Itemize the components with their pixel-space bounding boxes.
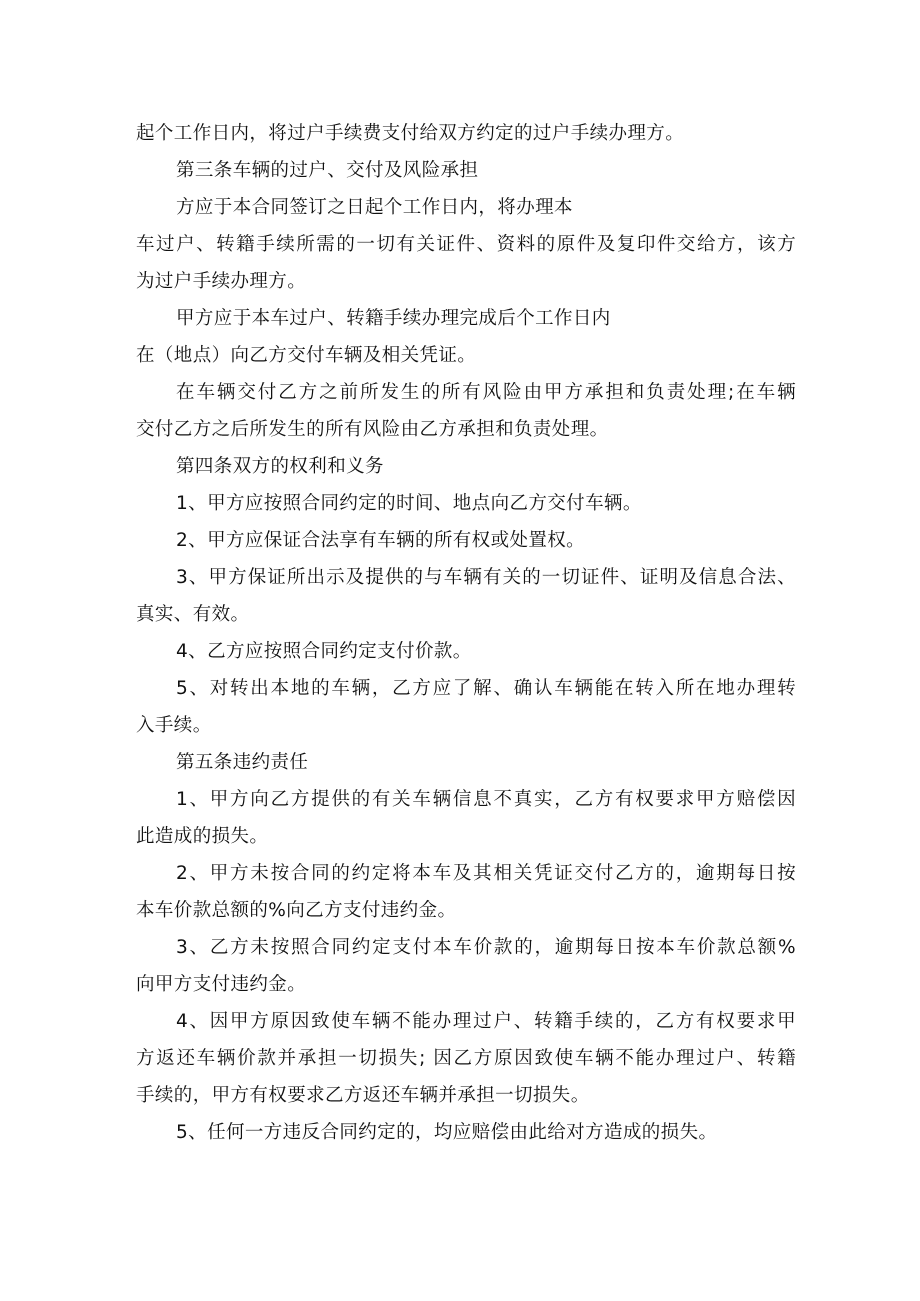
section-heading: 第五条违约责任 [176, 752, 309, 773]
text-line: 真实、有效。 [136, 604, 250, 625]
list-item: 3、甲方保证所出示及提供的与车辆有关的一切证件、证明及信息合法、 [176, 567, 796, 588]
text-line: 方应于本合同签订之日起个工作日内，将办理本 [176, 197, 573, 218]
text-line: 为过户手续办理方。 [136, 271, 307, 292]
text-line: 向甲方支付违约金。 [136, 974, 307, 995]
text-line: 交付乙方之后所发生的所有风险由乙方承担和负责处理。 [136, 419, 609, 440]
list-item: 2、甲方应保证合法享有车辆的所有权或处置权。 [176, 530, 586, 551]
text-line: 在车辆交付乙方之前所发生的所有风险由甲方承担和负责处理;在车辆 [176, 382, 796, 403]
list-item: 2、甲方未按合同的约定将本车及其相关凭证交付乙方的，逾期每日按 [176, 863, 796, 884]
list-item: 3、乙方未按照合同约定支付本车价款的，逾期每日按本车价款总额% [176, 937, 796, 958]
text-line: 在（地点）向乙方交付车辆及相关凭证。 [136, 345, 477, 366]
list-item: 5、任何一方违反合同约定的，均应赔偿由此给对方造成的损失。 [176, 1122, 718, 1143]
text-line: 入手续。 [136, 715, 212, 736]
section-heading: 第三条车辆的过户、交付及风险承担 [176, 160, 479, 181]
list-item: 4、乙方应按照合同约定支付价款。 [176, 641, 472, 662]
text-line: 起个工作日内，将过户手续费支付给双方约定的过户手续办理方。 [136, 123, 685, 144]
text-line: 甲方应于本车过户、转籍手续办理完成后个工作日内 [176, 308, 611, 329]
text-line: 本车价款总额的%向乙方支付违约金。 [136, 900, 457, 921]
text-line: 手续的，甲方有权要求乙方返还车辆并承担一切损失。 [136, 1085, 590, 1106]
section-heading: 第四条双方的权利和义务 [176, 456, 384, 477]
list-item: 1、甲方应按照合同约定的时间、地点向乙方交付车辆。 [176, 493, 642, 514]
text-line: 方返还车辆价款并承担一切损失; 因乙方原因致使车辆不能办理过户、转籍 [136, 1048, 796, 1069]
text-line: 车过户、转籍手续所需的一切有关证件、资料的原件及复印件交给方，该方 [136, 234, 796, 255]
text-line: 此造成的损失。 [136, 826, 269, 847]
list-item: 5、对转出本地的车辆，乙方应了解、确认车辆能在转入所在地办理转 [176, 678, 796, 699]
list-item: 1、甲方向乙方提供的有关车辆信息不真实，乙方有权要求甲方赔偿因 [176, 789, 796, 810]
list-item: 4、因甲方原因致使车辆不能办理过户、转籍手续的，乙方有权要求甲 [176, 1011, 796, 1032]
